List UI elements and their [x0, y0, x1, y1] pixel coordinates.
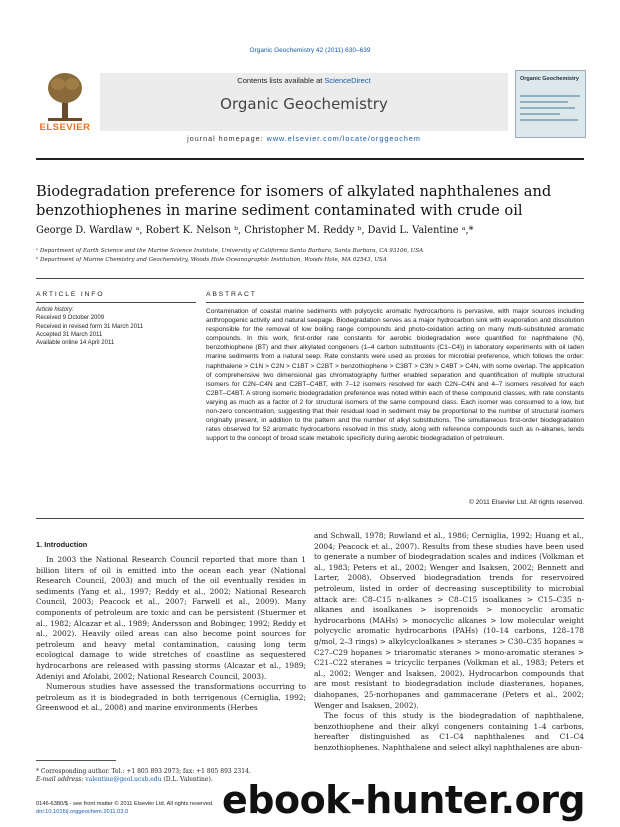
article-info-heading: ARTICLE INFO	[36, 291, 105, 298]
affiliation-a: ᵃ Department of Earth Science and the Marine Science Institute, University of California Santa Barbara, Santa Barbara, CA 93106, USA	[36, 248, 424, 254]
journal-cover-thumbnail[interactable]	[515, 70, 586, 138]
footnote-rule	[36, 760, 116, 761]
contents-prefix: Contents lists available at	[237, 76, 325, 85]
article-title	[36, 182, 584, 220]
abstract-text: Contamination of coastal marine sediments with polycyclic aromatic hydrocarbons is pervasive, with major sources including anthropogenic activity and natural seepage. Biodegradation serves as a major hydrocarbon sink with evaporation and dissolution responsible for the removal of low boiling range compounds and photo-oxidation acting on many multi-substituted aromatic compounds. In this work, first-order rate constants for aerobic biodegradation were quantified for naphthalene (N), benzothiophene (BT) and their alkylated congeners (1–4 carbon substituents (C1–C4)) in laboratory experiments with oil laden marine sediments from a natural seep. Rate constants were used as proxies for microbial preference, which follows the order: naphthalene > C1N > C2N > C1BT > C2BT > benzothiophene > C3BT > C3N > C4BT > C4N, with some overlap. The application of comprehensive two dimensional gas chromatography further enabled separation and quantification of multiple structural isomers for C2N–C4N and C2BT–C4BT, with 7–12 isomers resolved for each C2N–C4N and 4–7 isomers resolved for each C2BT–C4BT. A strong isomeric biodegradation preference was noted within each of these compound classes, with rate constants varying as much as a factor of 2 for structural isomers of the same compound class. Each isomer was consumed to a low, but non-zero concentration, suggesting that their residual load in sediment may be proportional to the number of structural isomers originally present, in addition to the pattern and the number of alkyl substitutions. The simultaneous first-order biodegradation rates observed for 52 aromatic hydrocarbons resolved in this study, along with reference compounds such as n-alkanes, lends support to the concept of broad scale metabolic specificity during aerobic biodegradation of petroleum.	[206, 308, 584, 443]
sciencedirect-link[interactable]: ScienceDirect	[324, 76, 371, 85]
left-column	[36, 555, 306, 714]
copyright-notice: © 2011 Elsevier Ltd. All rights reserved.	[468, 499, 584, 506]
online-date: Available online 14 April 2011	[36, 340, 115, 347]
contents-line	[100, 76, 508, 85]
email-link[interactable]: valentine@geol.ucsb.edu	[85, 776, 162, 783]
issn-line: 0146-6380/$ - see front matter © 2011 Elsevier Ltd. All rights reserved.	[36, 801, 214, 807]
received-date: Received 9 October 2009	[36, 315, 105, 322]
elsevier-logo	[36, 70, 94, 136]
article-info-rule	[36, 302, 196, 303]
journal-name: Organic Geochemistry	[220, 95, 388, 113]
journal-reference[interactable]: Organic Geochemistry 42 (2011) 630–639	[249, 47, 371, 54]
abstract-rule	[206, 302, 584, 303]
right-paragraph-2: The focus of this study is the biodegradation of naphthalene, benzothiophene and their alkyl congeners containing 1–4 carbons, hereafter distinguished as C1–C4 naphthalenes and C1–C4 benzothiophenes. Naphthalene and select alkyl naphthalenes are abun-	[314, 711, 584, 752]
abstract-divider	[36, 518, 584, 519]
affiliation-b: ᵇ Department of Marine Chemistry and Geochemistry, Woods Hole Oceanographic Institution, Woods Hole, MA 02543, USA	[36, 257, 387, 263]
doi-link[interactable]: doi:10.1016/j.orggeochem.2011.03.0	[36, 809, 129, 815]
affiliation-divider	[36, 278, 584, 279]
left-paragraph-2: Numerous studies have assessed the transformations occurring to petroleum as it is biodegraded in both terrigenous (Cerniglia, 1992; Greenwood et al., 2008) and marine environments (Herbes	[36, 682, 306, 713]
history-label: Article history:	[36, 307, 74, 313]
journal-banner	[100, 73, 508, 131]
homepage-prefix: journal homepage:	[187, 134, 267, 143]
tree-icon	[46, 70, 84, 122]
right-column	[314, 531, 584, 753]
watermark-text: ebook-hunter.org	[222, 778, 586, 822]
title-line-1: Biodegradation preference for isomers of alkylated naphthalenes and	[36, 183, 552, 200]
abstract-heading: ABSTRACT	[206, 291, 257, 298]
email-prefix: E-mail address:	[36, 776, 86, 783]
homepage-link[interactable]: www.elsevier.com/locate/orggeochem	[266, 134, 421, 143]
email-suffix: (D.L. Valentine).	[161, 776, 213, 783]
section-heading: 1. Introduction	[36, 540, 88, 549]
header-divider	[36, 158, 584, 160]
right-paragraph-1: and Schwall, 1978; Rowland et al., 1986; Cerniglia, 1992; Huang et al., 2004; Peacock et al., 2007). Results from these studies have been used to generate a number of biodegradation scales and indices (Volkman et al., 1983; Peters et al., 2002; Wenger and Isaksen, 2002; Bennett and Larter, 2008). Observed biodegradation trends for reservoired petroleum, listed in order of decreasing susceptibility to microbial attack are: C8–C15 n-alkanes > C8–C15 isoalkanes > C15–C35 n-alkanes and isoalkanes > isoprenoids > monocyclic aromatic hydrocarbons (MAHs) > monocyclic alkanes > low molecular weight polycyclic aromatic hydrocarbons (PAHs) (10–14 carbons, 128–178 g/mol, 2–3 rings) > alkylcycloalkanes > steranes > C30–C35 hopanes ≈ C27–C29 hopanes > triaromatic steranes > mono-aromatic steranes > C21–C22 steranes ≈ tricyclic terpanes (Volkman et al., 1983; Peters et al., 2002; Wenger and Isaksen, 2002). Hydrocarbon compounds that are most resistant to biodegradation include diasteranes, hopanes, diahopanes, 25-norhopanes and gammacerane (Peters et al., 2002; Wenger and Isaksen, 2002).	[314, 531, 584, 710]
accepted-date: Accepted 31 March 2011	[36, 331, 103, 338]
cover-title: Organic Geochemistry	[520, 76, 579, 82]
publisher-name: ELSEVIER	[39, 122, 91, 133]
journal-homepage	[100, 134, 508, 143]
author-list: George D. Wardlaw ᵃ, Robert K. Nelson ᵇ, Christopher M. Reddy ᵇ, David L. Valentine ᵃ,*	[36, 225, 474, 236]
revised-date: Received in revised form 31 March 2011	[36, 323, 144, 330]
article-history	[36, 306, 196, 347]
left-paragraph-1: In 2003 the National Research Council reported that more than 1 billion liters of oil is emitted into the ocean each year (National Research Council, 2003) and much of the oil eventually resides in sediments (Yang et al., 1997; Reddy et al., 2002; National Research Council, 2003; Peacock et al., 2007; Farwell et al., 2009). Many components of petroleum are toxic and can be persistent (Stuermer et al., 1982; Alcazar et al., 1989; Andersson and Bobinger, 1992; Reddy et al., 2002). Heavily oiled areas can also become point sources for petroleum and heavy metal contamination, causing long term ecological damage to wide stretches of coastline as sequestered hydrocarbons are released with passing storms (Alcazar et al., 1989; Adeniyi and Afolabi, 2002; National Research Council, 2003).	[36, 555, 306, 681]
corresponding-author: * Corresponding author. Tel.: +1 805 893 2973; fax: +1 805 893 2314.	[36, 768, 251, 775]
title-line-2: benzothiophenes in marine sediment contaminated with crude oil	[36, 202, 523, 219]
